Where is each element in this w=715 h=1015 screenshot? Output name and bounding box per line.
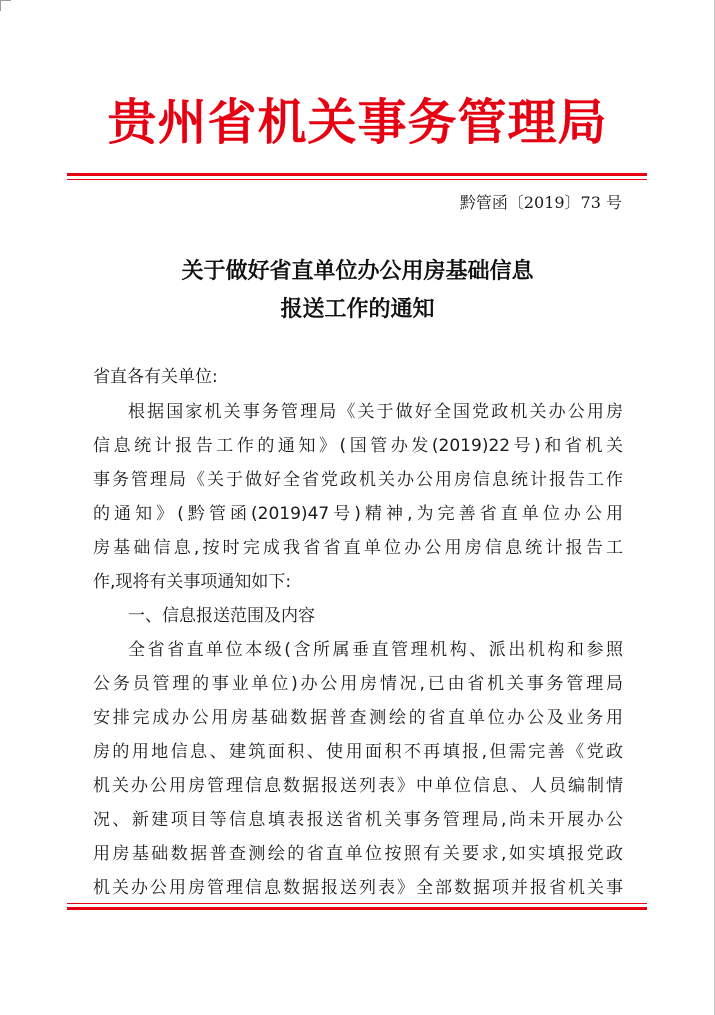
body-paragraph-line: 全省省直单位本级(含所属垂直管理机构、派出机构和参照	[128, 640, 623, 660]
footer-red-rule-thin	[67, 903, 647, 904]
body-paragraph-line: 况、新建项目等信息填表报送省机关事务管理局,尚未开展办公	[93, 810, 623, 830]
body-paragraph-line: 机关办公用房管理信息数据报送列表》中单位信息、人员编制情	[93, 776, 623, 796]
header-red-rule-thick	[67, 173, 647, 176]
header-red-rule-thin	[67, 179, 647, 180]
body-paragraph-line: 根据国家机关事务管理局《关于做好全国党政机关办公用房	[128, 402, 623, 422]
section-heading: 一、信息报送范围及内容	[128, 606, 315, 626]
document-title-line-1: 关于做好省直单位办公用房基础信息	[181, 258, 534, 284]
body-paragraph-line: 的通知》(黔管函(2019)47号)精神,为完善省直单位办公用	[93, 504, 623, 524]
body-paragraph-line: 公务员管理的事业单位)办公用房情况,已由省机关事务管理局	[93, 674, 623, 694]
body-paragraph-line: 用房基础数据普查测绘的省直单位按照有关要求,如实填报党政	[93, 844, 623, 864]
footer-red-rule-thick	[67, 907, 647, 910]
body-paragraph-line: 信息统计报告工作的通知》(国管办发(2019)22号)和省机关	[93, 436, 623, 456]
agency-header-title: 贵州省机关事务管理局	[107, 93, 608, 151]
body-paragraph-line: 事务管理局《关于做好全省党政机关办公用房信息统计报告工作	[93, 470, 623, 490]
body-paragraph-line: 安排完成办公用房基础数据普查测绘的省直单位办公及业务用	[93, 708, 623, 728]
document-number: 黔管函〔2019〕73 号	[459, 193, 622, 212]
body-paragraph-line: 房的用地信息、建筑面积、使用面积不再填报,但需完善《党政	[93, 742, 623, 762]
document-title-line-2: 报送工作的通知	[280, 296, 435, 322]
salutation: 省直各有关单位:	[93, 367, 218, 387]
body-paragraph-line: 机关办公用房管理信息数据报送列表》全部数据项并报省机关事	[93, 878, 623, 898]
page-corner-mark	[0, 0, 11, 11]
body-paragraph-line: 作,现将有关事项通知如下:	[93, 572, 292, 592]
body-paragraph-line: 房基础信息,按时完成我省省直单位办公用房信息统计报告工	[93, 538, 623, 558]
